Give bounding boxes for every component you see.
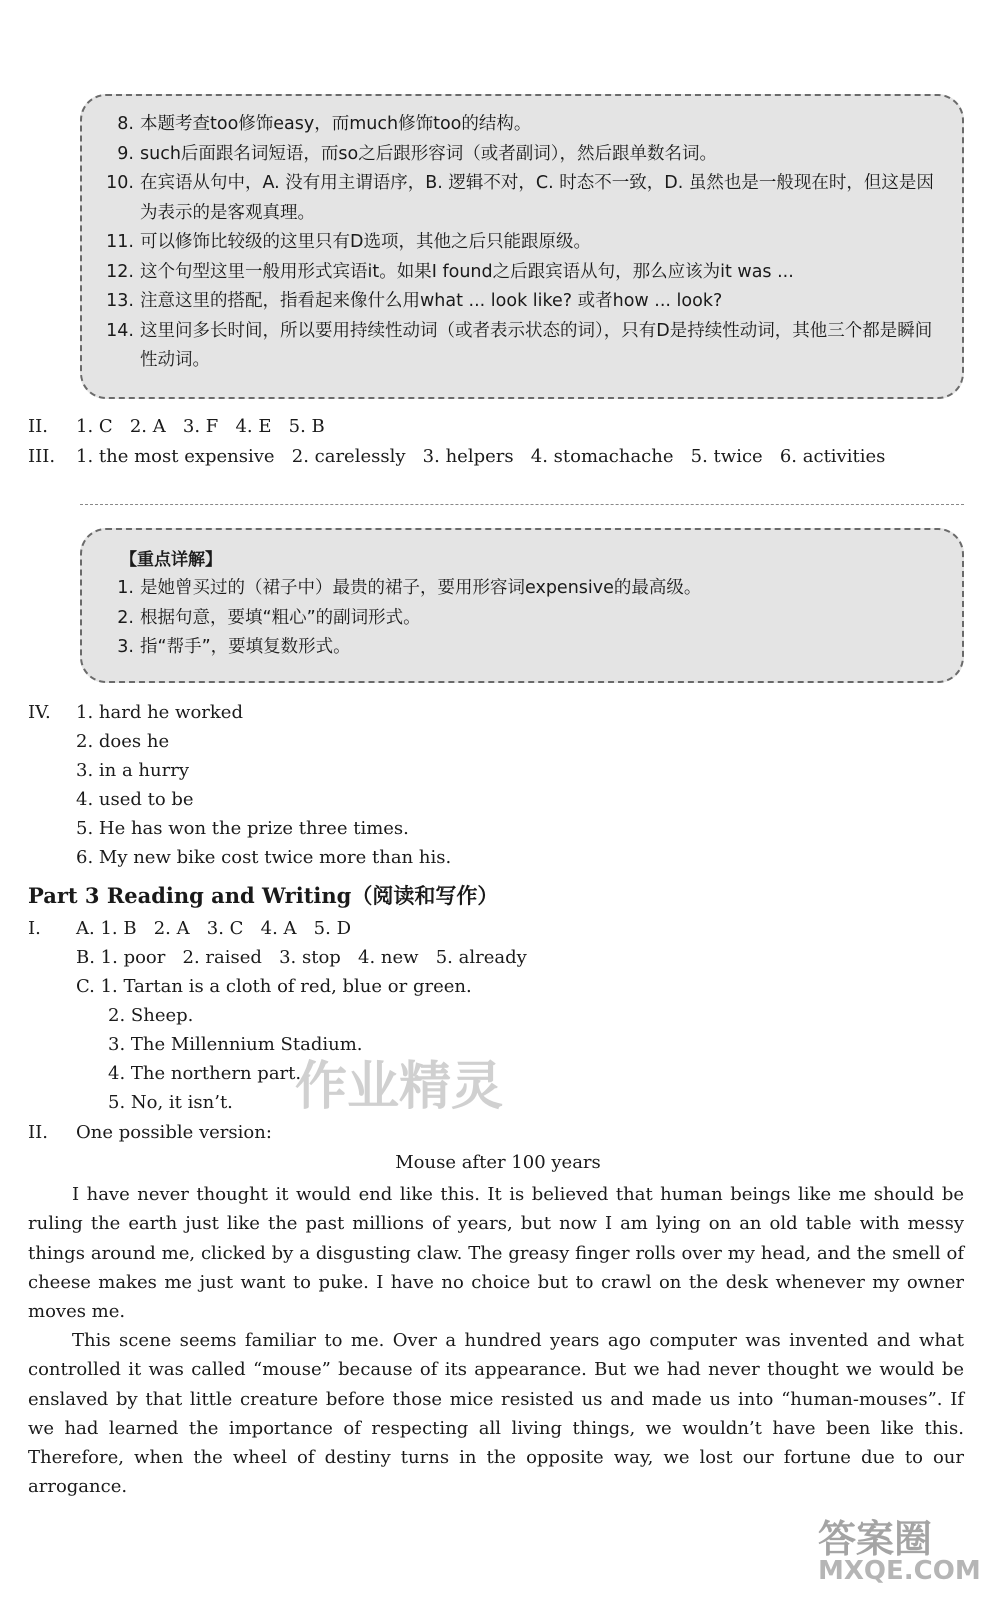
- part3-I-B: B. 1. poor 2. raised 3. stop 4. new 5. already: [76, 947, 527, 968]
- section-divider: [80, 504, 964, 505]
- answers-section-III: III. 1. the most expensive 2. carelessly 3. helpers 4. stomachache 5. twice 6. activities: [28, 446, 886, 467]
- part3-I-A: I. A. 1. B 2. A 3. C 4. A 5. D: [28, 918, 352, 939]
- essay-title: Mouse after 100 years: [395, 1152, 601, 1173]
- note-8: 8. 本题考查too修饰easy，而much修饰too的结构。: [117, 114, 532, 134]
- answers-section-IV-2: 2. does he: [76, 731, 170, 752]
- answers-section-IV-4: 4. used to be: [76, 789, 194, 810]
- note-11: 11. 可以修饰比较级的这里只有D选项，其他之后只能跟原级。: [106, 232, 591, 252]
- part3-I-C-2: 2. Sheep.: [108, 1005, 194, 1026]
- key-note-2: 2. 根据句意，要填“粗心”的副词形式。: [117, 607, 421, 628]
- note-9: 9. such后面跟名词短语，而so之后跟形容词（或者副词），然后跟单数名词。: [117, 143, 717, 164]
- explanation-box-2: [80, 528, 964, 683]
- part3-II-label: II. One possible version:: [28, 1122, 272, 1143]
- note-12: 12. 这个句型这里一般用形式宾语it。如果I found之后跟宾语从句，那么应该为it was ...: [106, 261, 794, 282]
- key-note-3: 3. 指“帮手”，要填复数形式。: [117, 637, 351, 657]
- answers-section-IV-1: IV. 1. hard he worked: [28, 702, 243, 723]
- essay-paragraph-2: This scene seems familiar to me. Over a hundred years ago computer was invented and what controlled it was called “mouse” because of its appearance. But we had never thought we would be enslaved by that little creature before those mice resisted us and made us into “human-mouses”. If we had learned the importance of respecting all living things, we wouldn’t have been like this. Therefore, when the wheel of destiny turns in the opposite way, we lost our fortune due to our arrogance.: [28, 1330, 964, 1498]
- part3-I-C-4: 4. The northern part.: [108, 1063, 302, 1084]
- part-3-title: Part 3 Reading and Writing（阅读和写作）: [28, 883, 499, 908]
- corner-watermark-url: MXQE.COM: [818, 1556, 981, 1586]
- center-watermark: 作业精灵: [295, 1057, 504, 1117]
- note-14: 14. 这里问多长时间，所以要用持续性动词（或者表示状态的词），只有D是持续性动词，其他三个都是瞬间性动词。: [106, 320, 933, 370]
- answers-section-II: II. 1. C 2. A 3. F 4. E 5. B: [28, 416, 325, 437]
- answers-section-IV-3: 3. in a hurry: [76, 760, 189, 781]
- answers-section-IV-5: 5. He has won the prize three times.: [76, 818, 409, 839]
- corner-watermark-logo: 答案圈: [818, 1517, 933, 1561]
- essay-paragraph-1: I have never thought it would end like this. It is believed that human beings like me should be ruling the earth just like the past millions of years, but now I am lying on an old table with messy things around me, clicked by a disgusting claw. The greasy finger rolls over my head, and the smell of cheese makes me just want to puke. I have no choice but to crawl on the desk whenever my owner moves me.: [28, 1184, 964, 1323]
- part3-I-C-5: 5. No, it isn’t.: [108, 1092, 233, 1113]
- note-13: 13. 注意这里的搭配，指看起来像什么用what ... look like? 或者how ... look?: [106, 291, 723, 311]
- key-points-title: 【重点详解】: [120, 550, 222, 570]
- key-note-1: 1. 是她曾买过的（裙子中）最贵的裙子，要用形容词expensive的最高级。: [117, 578, 702, 598]
- answers-section-IV-6: 6. My new bike cost twice more than his.: [76, 847, 452, 868]
- explanation-box-1: [80, 94, 964, 399]
- part3-I-C-3: 3. The Millennium Stadium.: [108, 1034, 363, 1055]
- part3-I-C-1: C. 1. Tartan is a cloth of red, blue or green.: [76, 976, 472, 997]
- note-10: 10. 在宾语从句中，A. 没有用主谓语序，B. 逻辑不对，C. 时态不一致，D. 虽然也是一般现在时，但这是因为表示的是客观真理。: [106, 173, 934, 223]
